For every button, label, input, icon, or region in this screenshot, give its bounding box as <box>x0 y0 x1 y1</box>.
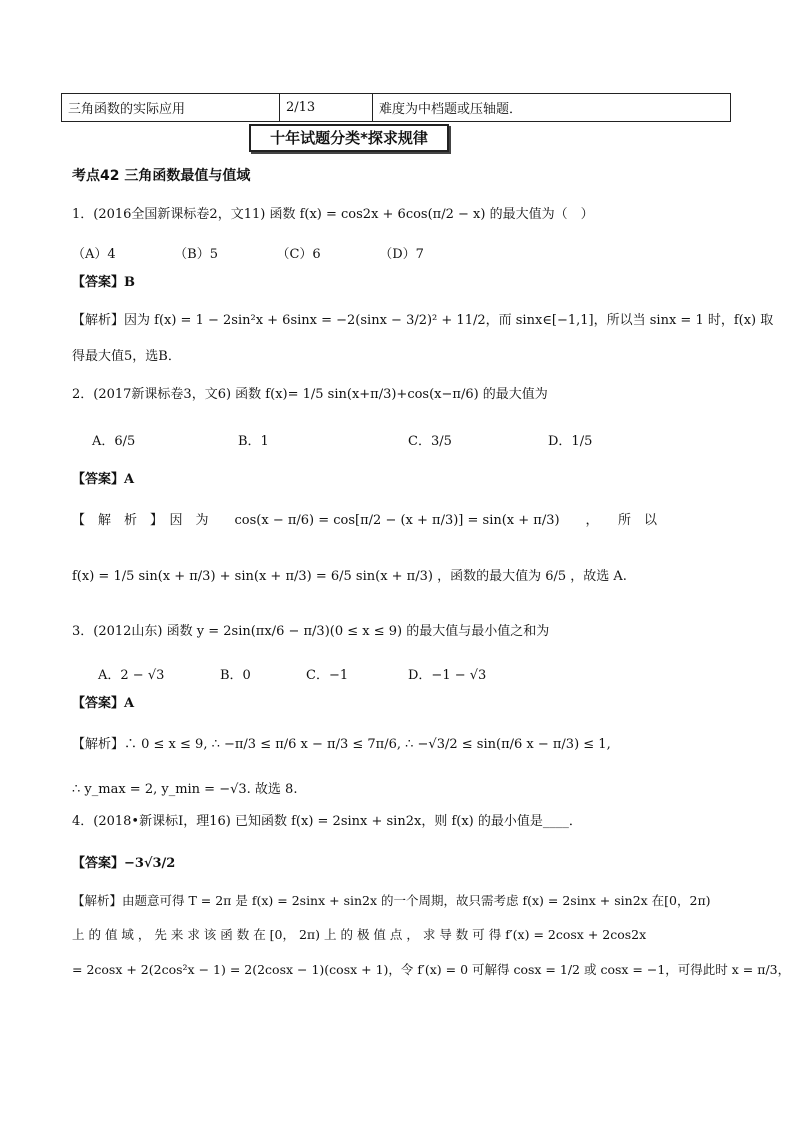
q3-option-c: C．−1 <box>306 668 349 683</box>
q2-analysis-2: f(x) = 1/5 sin(x + π/3) + sin(x + π/3) = 6/5 sin(x + π/3) ，函数的最大值为 6/5 ，故选 A. <box>72 569 627 584</box>
q1-stem: 1．(2016全国新课标卷2，文11) 函数 f(x) = cos2x + 6cos(π/2 − x) 的最大值为（ ） <box>72 207 594 222</box>
q3-answer: 【答案】A <box>72 696 135 711</box>
q2-option-b: B．1 <box>238 434 269 449</box>
q3-analysis-1: 【解析】∴ 0 ≤ x ≤ 9, ∴ −π/3 ≤ π/6 x − π/3 ≤ 7π/6, ∴ −√3/2 ≤ sin(π/6 x − π/3) ≤ 1, <box>72 737 611 752</box>
q3-option-b: B．0 <box>220 668 251 683</box>
q2-option-a: A．6/5 <box>92 434 136 449</box>
q2-stem: 2．(2017新课标卷3，文6) 函数 f(x)= 1/5 sin(x+π/3)+cos(x−π/6) 的最大值为 <box>72 387 548 402</box>
section-title: 考点42 三角函数最值与值域 <box>72 168 251 184</box>
q3-analysis-2: ∴ y_max = 2, y_min = −√3. 故选 8. <box>72 782 298 797</box>
q2-answer: 【答案】A <box>72 472 135 487</box>
q3-option-d: D．−1 − √3 <box>408 668 487 683</box>
note-cell: 难度为中档题或压轴题． <box>373 94 731 122</box>
q1-analysis-1: 【解析】因为 f(x) = 1 − 2sin²x + 6sinx = −2(sinx − 3/2)² + 11/2，而 sinx∈[−1,1]，所以当 sinx = 1 时，f(x) 取 <box>72 313 774 328</box>
q4-answer: 【答案】−3√3/2 <box>72 856 176 871</box>
q1-answer: 【答案】B <box>72 275 135 290</box>
q3-stem: 3．(2012山东) 函数 y = 2sin(πx/6 − π/3)(0 ≤ x ≤ 9) 的最大值与最小值之和为 <box>72 624 550 639</box>
score-cell: 2/13 <box>280 94 373 122</box>
q4-analysis-2: 上 的 值 域 ， 先 来 求 该 函 数 在 [0， 2π) 上 的 极 值 点 ， 求 导 数 可 得 f′(x) = 2cosx + 2cos2x <box>72 927 647 942</box>
table-row <box>62 94 731 122</box>
q4-analysis-1: 【解析】由题意可得 T = 2π 是 f(x) = 2sinx + sin2x 的一个周期，故只需考虑 f(x) = 2sinx + sin2x 在[0，2π) <box>72 893 711 908</box>
q2-option-d: D．1/5 <box>548 434 593 449</box>
topic-cell: 三角函数的实际应用 <box>62 94 280 122</box>
q3-option-a: A．2 − √3 <box>98 668 165 683</box>
q1-analysis-2: 得最大值5，选B． <box>72 349 181 364</box>
q1-options: （A）4 （B）5 （C）6 （D）7 <box>72 247 424 262</box>
q2-analysis-1: 【 解 析 】 因 为 cos(x − π/6) = cos[π/2 − (x + π/3)] = sin(x + π/3) ， 所 以 <box>72 513 658 528</box>
q4-analysis-3: = 2cosx + 2(2cos²x − 1) = 2(2cosx − 1)(cosx + 1)，令 f′(x) = 0 可解得 cosx = 1/2 或 cosx = −1，可得此时 x = π/3， <box>72 962 791 977</box>
summary-table <box>61 93 731 122</box>
q2-option-c: C．3/5 <box>408 434 452 449</box>
q4-stem: 4．(2018•新课标Ⅰ，理16) 已知函数 f(x) = 2sinx + sin2x，则 f(x) 的最小值是____． <box>72 814 582 829</box>
section-banner: 十年试题分类*探求规律 <box>249 124 449 152</box>
